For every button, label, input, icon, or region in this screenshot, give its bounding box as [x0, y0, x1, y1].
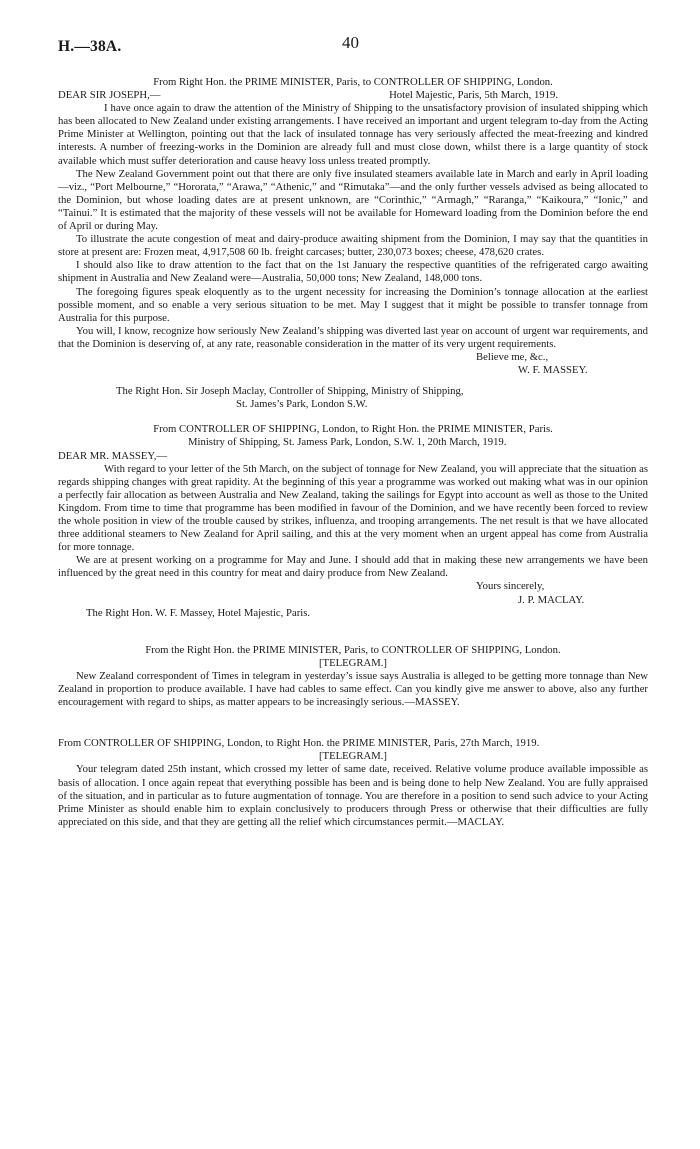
letter1-paragraph: The foregoing figures speak eloquently as to the urgent necessity for increasing the Dominion’s tonnage allocation at the earliest possible moment, and so enable a very serious situation to be met. May I suggest that it might be possible to transfer tonnage from Australia for this purpose.	[58, 285, 648, 324]
letter1-signature: W. F. MASSEY.	[518, 364, 588, 377]
telegram2-heading: From CONTROLLER OF SHIPPING, London, to Right Hon. the PRIME MINISTER, Paris, 27th March, 1919.	[58, 737, 540, 750]
telegram2-body: Your telegram dated 25th instant, which crossed my letter of same date, received. Relative volume produce available impossible as basis of allocation. I once again repeat that everything possible has been and is being done to help New Zealand. You are fully appraised of the situation, and in particular as to future augmentation of tonnage. You are therefore in a position to send such advice to your Acting Prime Minister as should enable him to explain conclusively to producers through Press or otherwise that their difficulties are fully appreciated on this side, and that they are getting all the relief which circumstances permit.—MACLAY.	[58, 763, 648, 828]
telegram2-label: [TELEGRAM.]	[319, 750, 387, 763]
page-number: 40	[342, 33, 359, 52]
telegram1-label: [TELEGRAM.]	[319, 656, 387, 669]
letter2-heading: From CONTROLLER OF SHIPPING, London, to Right Hon. the PRIME MINISTER, Paris.	[153, 423, 553, 436]
letter2-subheading: Ministry of Shipping, St. Jamess Park, London, S.W. 1, 20th March, 1919.	[188, 436, 507, 449]
letter1-closing: Believe me, &c.,	[476, 350, 549, 363]
document-reference: H.—38A.	[58, 38, 122, 55]
letter2-addressee: The Right Hon. W. F. Massey, Hotel Majestic, Paris.	[86, 606, 311, 619]
letter2-paragraph: We are at present working on a programme for May and June. I should add that in making these new arrangements we have been influenced by the great need in this country for meat and dairy produce from New Zealand.	[58, 554, 648, 580]
letter1-addressee-line2: St. James’s Park, London S.W.	[236, 398, 368, 411]
letter1-salutation: DEAR SIR JOSEPH,—	[58, 89, 161, 102]
letter1-paragraph: The New Zealand Government point out that there are only five insulated steamers available late in March and early in April loading—viz., “Port Melbourne,” “Hororata,” “Arawa,” “Athenic,” and “Rimutaka”—and the only further vessels advised as being allocated to the Dominion, but whose loading dates are at present unknown, are “Corinthic,” “Armagh,” “Raranga,” “Kaikoura,” “Ionic,” and “Tainui.” It is estimated that the majority of these vessels will not be available for Homeward loading from the Dominion before the end of April or during May.	[58, 167, 648, 233]
letter1-paragraph: I should also like to draw attention to the fact that on the 1st January the respective quantities of the refrigerated cargo awaiting shipment in Australia and New Zealand were—Australia, 50,000 tons; New Zealand, 148,000 tons.	[58, 259, 648, 285]
letter2-salutation: DEAR MR. MASSEY,—	[58, 449, 168, 462]
letter2-signature: J. P. MACLAY.	[518, 593, 585, 606]
letter1-heading: From Right Hon. the PRIME MINISTER, Paris, to CONTROLLER OF SHIPPING, London.	[153, 76, 553, 88]
letter2-paragraph: With regard to your letter of the 5th March, on the subject of tonnage for New Zealand, you will appreciate that the situation as regards shipping changes with great rapidity. At the beginning of this year a programme was worked out making what was in our opinion a perfectly fair allocation as between Australia and New Zealand, taking the sailings for Egypt into account as well as those to the United Kingdom. From time to time that programme has been modified in favour of the Dominion, and we have recently been forced to review the whole position in view of the trouble caused by strikes, influenza, and trooping arrangements. The net result is that we have allocated three additional steamers to New Zealand for April sailing, and this at the very moment when an urgent appeal has come from Australia for more tonnage.	[58, 462, 648, 554]
letter1-paragraph: To illustrate the acute congestion of meat and dairy-produce awaiting shipment from the Dominion, I may say that the quantities in store at present are: Frozen meat, 4,917,508 60 lb. freight carcases; butter, 230,073 boxes; cheese, 478,620 crates.	[58, 233, 648, 259]
letter2-closing: Yours sincerely,	[476, 580, 545, 593]
letter1-addressee-line1: The Right Hon. Sir Joseph Maclay, Controller of Shipping, Ministry of Shipping,	[116, 385, 464, 398]
telegram1-heading: From the Right Hon. the PRIME MINISTER, Paris, to CONTROLLER OF SHIPPING, London.	[145, 643, 561, 656]
letter1-paragraph: You will, I know, recognize how seriously New Zealand’s shipping was diverted last year on account of urgent war requirements, and that the Dominion is deserving of, at any rate, reasonable consideration in the matter of its very urgent requirements.	[58, 324, 648, 350]
letter1-place-date: Hotel Majestic, Paris, 5th March, 1919.	[389, 89, 558, 102]
telegram1-body: New Zealand correspondent of Times in telegram in yesterday’s issue says Australia is alleged to be getting more tonnage than New Zealand in proportion to produce available. I have had cables to same effect. Can you kindly give me answer to above, also any further encouragement with regard to ships, as matter appears to be increasingly serious.—MASSEY.	[58, 669, 648, 709]
page-header	[58, 33, 648, 76]
letter1-salutation-row	[58, 89, 648, 102]
letter1-paragraph: I have once again to draw the attention of the Ministry of Shipping to the unsatisfactory provision of insulated shipping which has been allocated to New Zealand under existing arrangements. I have received an important and urgent telegram to-day from the Acting Prime Minister at Wellington, pointing out that the lack of insulated tonnage has very seriously affected the meat-freezing and kindred interests. A number of freezing-works in the Dominion are already full and must close down, whilst there is a large quantity of stock available which must suffer deterioration and cause heavy loss unless treated promptly.	[58, 102, 648, 167]
